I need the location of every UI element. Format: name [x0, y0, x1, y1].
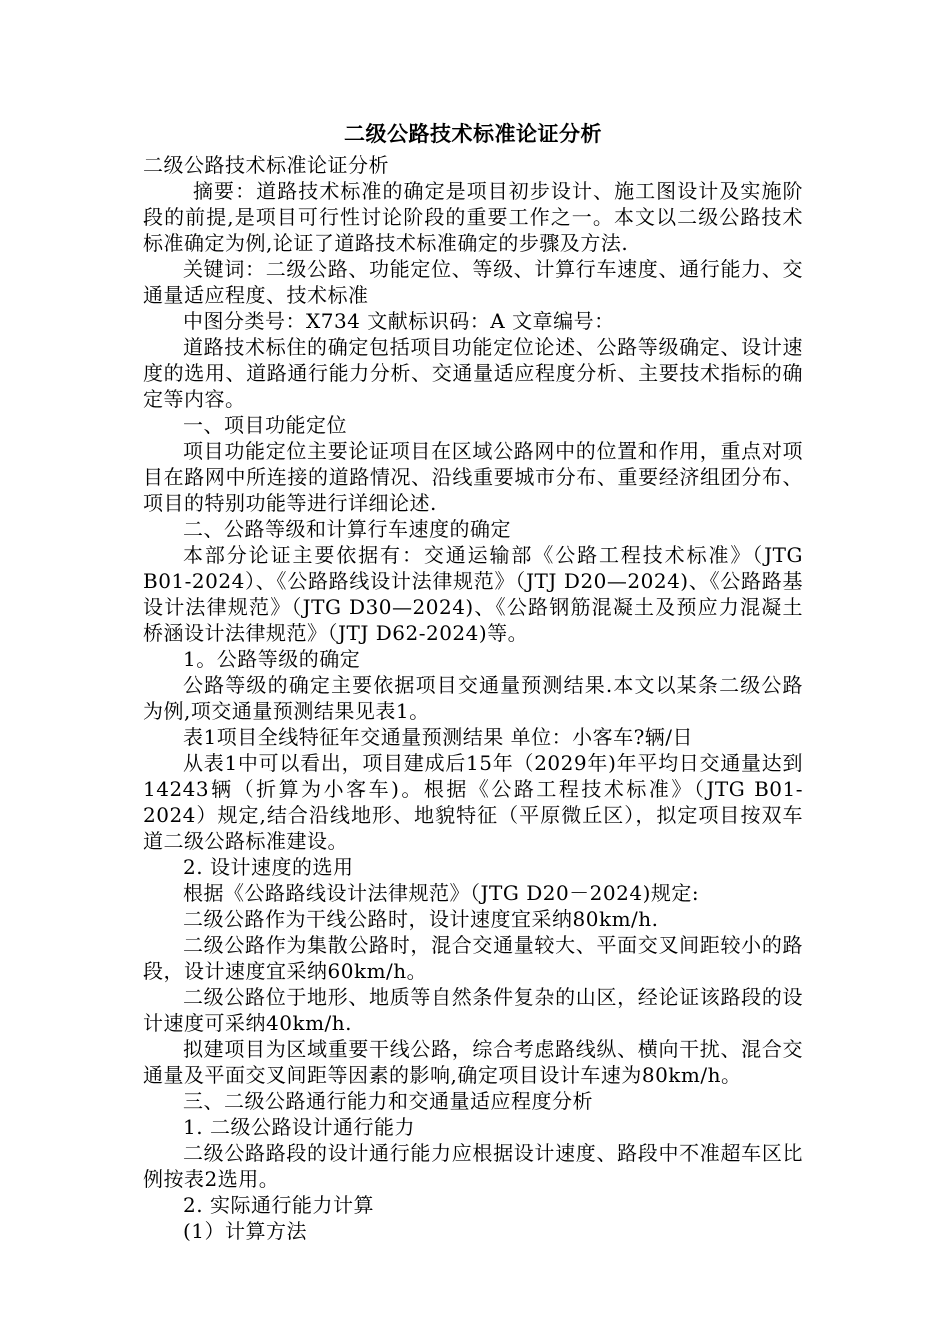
keywords-paragraph: 关键词：二级公路、功能定位、等级、计算行车速度、通行能力、交通量适应程度、技术标准	[143, 257, 803, 307]
body-paragraph: 从表1中可以看出，项目建成后15年（2029年)年平均日交通量达到14243辆（折算为小客车)。根据《公路工程技术标准》（JTG B01-2024）规定,结合沿线地形、地貌特征（平原微丘区），拟定项目按双车道二级公路标准建设。	[143, 751, 803, 853]
section-heading: 三、二级公路通行能力和交通量适应程度分析	[183, 1089, 593, 1113]
document-page	[143, 120, 803, 1244]
body-paragraph: 本部分论证主要依据有：交通运输部《公路工程技术标准》（JTG B01-2024）、《公路路线设计法律规范》（JTJ D20—2024)、《公路路基设计法律规范》（JTG D30—2024)、《公路钢筋混凝土及预应力混凝土桥涵设计法律规范》（JTJ D62-2024)等。	[143, 543, 803, 645]
subsection-heading: 2. 实际通行能力计算	[183, 1193, 374, 1217]
subtitle-paragraph: 二级公路技术标准论证分析	[143, 153, 389, 177]
body-paragraph: 公路等级的确定主要依据项目交通量预测结果.本文以某条二级公路为例,项交通量预测结果见表1。	[143, 673, 803, 723]
section-heading: 一、项目功能定位	[183, 413, 347, 437]
subsection-heading: 2. 设计速度的选用	[183, 855, 354, 879]
section-heading: 二、公路等级和计算行车速度的确定	[183, 517, 511, 541]
body-paragraph: 二级公路位于地形、地质等自然条件复杂的山区，经论证该路段的设计速度可采纳40km/h.	[143, 985, 803, 1035]
body-paragraph: 道路技术标住的确定包括项目功能定位论述、公路等级确定、设计速度的选用、道路通行能力分析、交通量适应程度分析、主要技术指标的确定等内容。	[143, 335, 803, 411]
classification-paragraph: 中图分类号：X734 文献标识码：A 文章编号：	[183, 309, 615, 333]
subsection-heading: 1. 二级公路设计通行能力	[183, 1115, 415, 1139]
document-title: 二级公路技术标准论证分析	[344, 122, 602, 146]
body-paragraph: 项目功能定位主要论证项目在区域公路网中的位置和作用，重点对项目在路网中所连接的道路情况、沿线重要城市分布、重要经济组团分布、项目的特别功能等进行详细论述.	[143, 439, 803, 515]
body-paragraph: 二级公路路段的设计通行能力应根据设计速度、路段中不准超车区比例按表2选用。	[143, 1141, 803, 1191]
body-paragraph: 二级公路作为集散公路时，混合交通量较大、平面交叉间距较小的路段，设计速度宜采纳60km/h。	[143, 933, 803, 983]
abstract-paragraph: 摘要：道路技术标准的确定是项目初步设计、施工图设计及实施阶段的前提,是项目可行性讨论阶段的重要工作之一。本文以二级公路技术标准确定为例,论证了道路技术标准确定的步骤及方法.	[143, 179, 803, 255]
body-paragraph: 拟建项目为区域重要干线公路，综合考虑路线纵、横向干扰、混合交通量及平面交叉间距等因素的影响,确定项目设计车速为80km/h。	[143, 1037, 803, 1087]
table-caption: 表1项目全线特征年交通量预测结果 单位：小客车?辆/日	[183, 725, 694, 749]
body-paragraph: 根据《公路路线设计法律规范》（JTG D20－2024)规定:	[183, 881, 700, 905]
body-paragraph: 二级公路作为干线公路时，设计速度宜采纳80km/h.	[183, 907, 659, 931]
subsection-heading: (1）计算方法	[183, 1219, 308, 1243]
subsection-heading: 1。公路等级的确定	[183, 647, 361, 671]
